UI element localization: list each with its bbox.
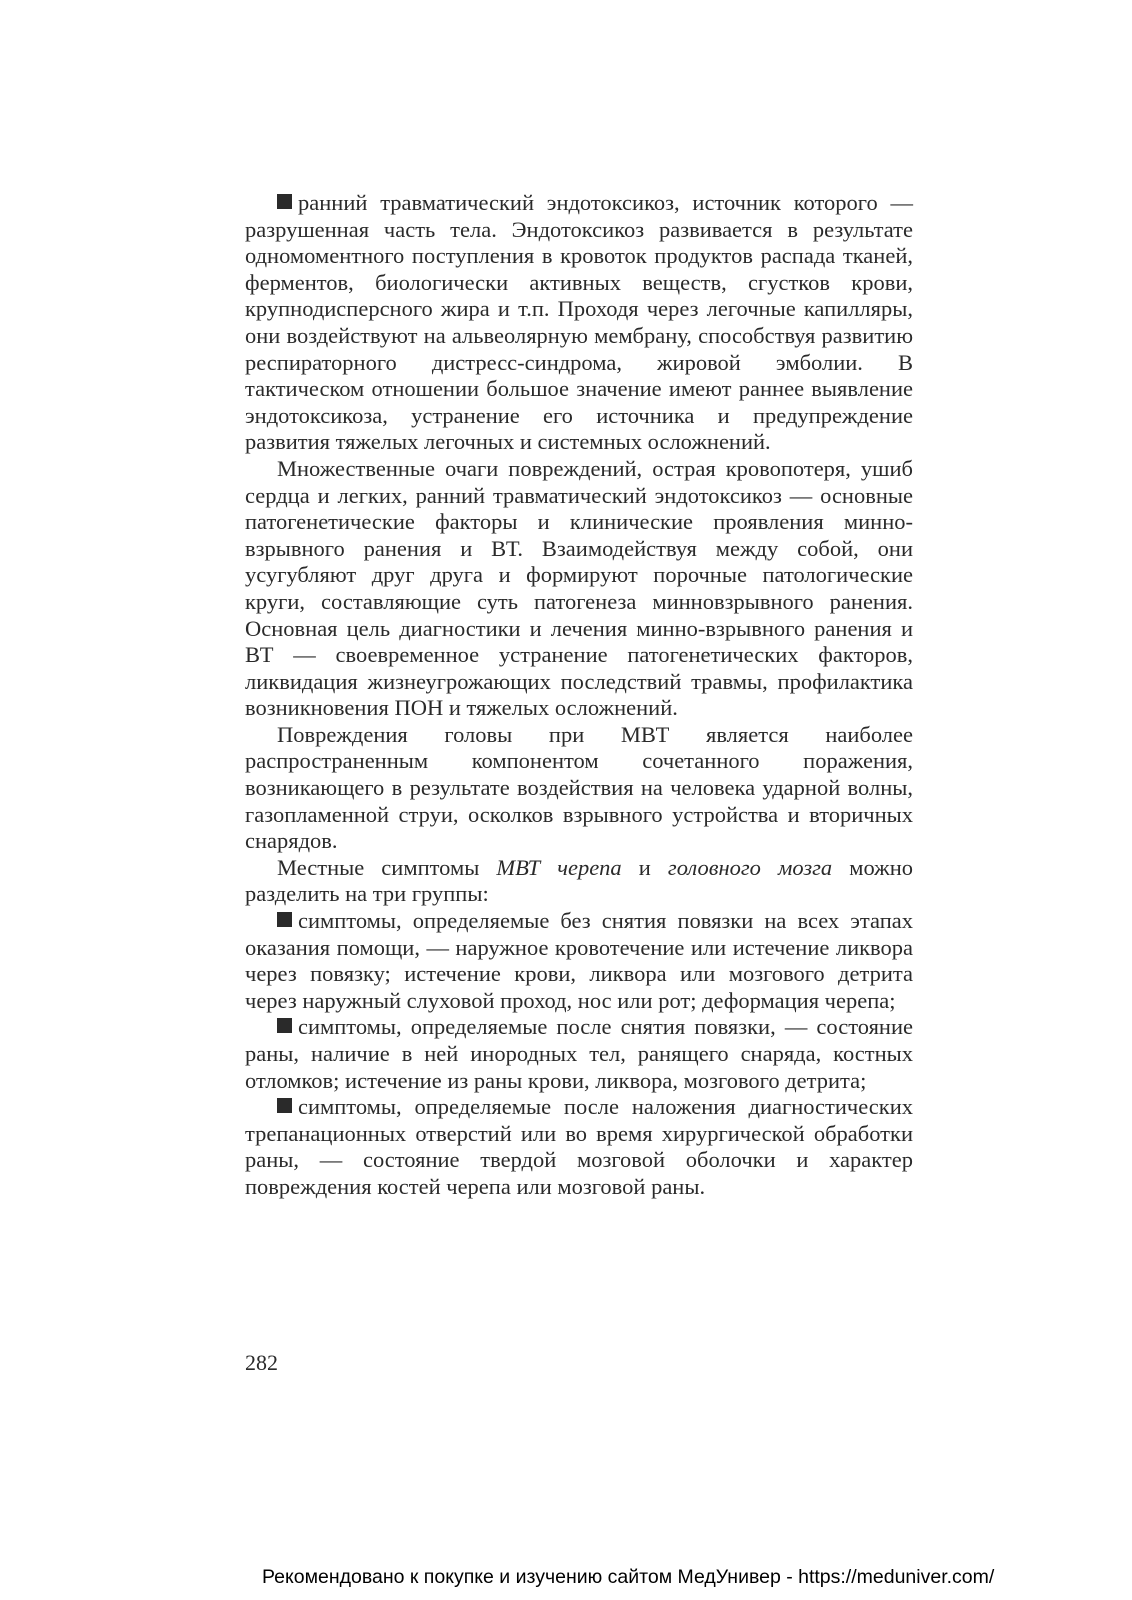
- bullet-square-icon: [277, 194, 292, 209]
- list-item-symptoms-after-bandage-removal: симптомы, определяемые после снятия повязки, — состояние раны, наличие в ней инородных тел, ранящего снаряда, костных отломков; истечение из раны крови, ликвора, мозгового детрита;: [245, 1014, 913, 1093]
- paragraph-head-injuries: Повреждения головы при МВТ является наиболее распространенным компонентом сочетанного поражения, возникающего в результате воздействия на человека ударной волны, газопламенной струи, осколков взрывного устройства и вторичных снарядов.: [245, 721, 913, 854]
- page-number: 282: [245, 1350, 278, 1375]
- paragraph-endotoxicosis: ранний травматический эндотоксикоз, источник которого — разрушенная часть тела. Эндотоксикоз развивается в результате одномоментного поступления в кровоток продуктов распада тканей, ферментов, биологически активных веществ, сгустков крови, крупнодисперсного жира и т.п. Проходя через легочные капилляры, они воздействуют на альвеолярную мембрану, способствуя развитию респираторного дистресс-синдрома, жировой эмболии. В тактическом отношении большое значение имеют раннее выявление эндотоксикоза, устранение его источника и предупреждение развития тяжелых легочных и системных осложнений.: [245, 190, 913, 455]
- list-item-symptoms-without-bandage-removal: симптомы, определяемые без снятия повязки на всех этапах оказания помощи, — наружное кровотечение или истечение ликвора через повязку; истечение крови, ликвора или мозгового детрита через наружный слуховой проход, нос или рот; деформация черепа;: [245, 908, 913, 1013]
- paragraph-pathogenetic-factors: Множественные очаги повреждений, острая кровопотеря, ушиб сердца и легких, ранний травматический эндотоксикоз — основные патогенетические факторы и клинические проявления минно-взрывного ранения и ВТ. Взаимодействуя между собой, они усугубляют друг друга и формируют порочные патологические круги, составляющие суть патогенеза минновзрывного ранения. Основная цель диагностики и лечения минно-взрывного ранения и ВТ — своевременное устранение патогенетических факторов, ликвидация жизнеугрожающих последствий травмы, профилактика возникновения ПОН и тяжелых осложнений.: [245, 455, 913, 721]
- page-body: [245, 190, 913, 1201]
- bullet-square-icon: [277, 1018, 292, 1033]
- bullet-square-icon: [277, 1098, 292, 1113]
- footer-watermark: Рекомендовано к покупке и изучению сайтом МедУнивер - https://meduniver.com/: [262, 1566, 995, 1588]
- bullet-square-icon: [277, 912, 292, 927]
- list-item-symptoms-after-trepanation: симптомы, определяемые после наложения диагностических трепанационных отверстий или во время хирургической обработки раны, — состояние твердой мозговой оболочки и характер повреждения костей черепа или мозговой раны.: [245, 1094, 913, 1199]
- paragraph-local-symptoms: Местные симптомы МВТ черепа и головного мозга можно разделить на три группы:: [245, 854, 913, 907]
